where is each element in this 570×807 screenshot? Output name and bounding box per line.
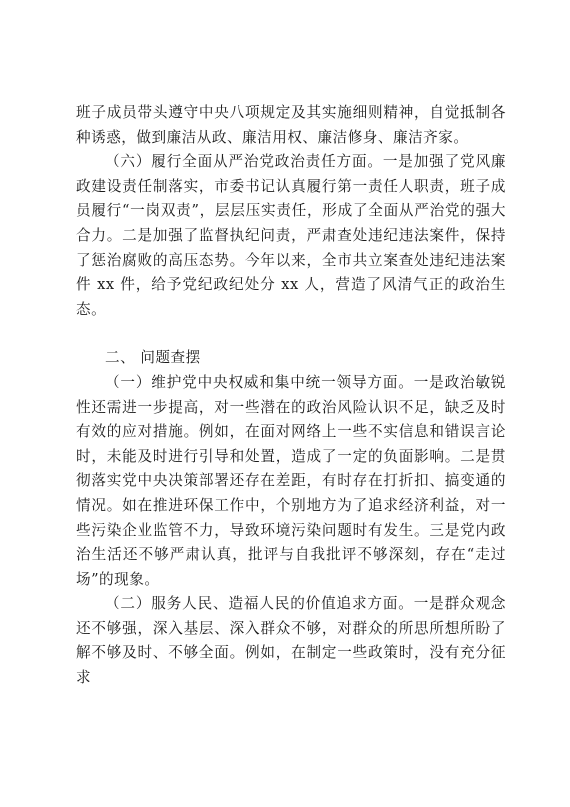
paragraph-3: （一）维护党中央权威和集中统一领导方面。一是政治敏锐性还需进一步提高，对一些潜在的政治风险认识不足，缺乏及时有效的应对措施。例如，在面对网络上一些不实信息和错误言论时，未能及时进行引导和处置，造成了一定的负面影响。二是贯彻落实党中央决策部署还存在差距，有时存在打折扣、搞变通的情况。如在推进环保工作中，个别地方为了追求经济利益，对一些污染企业监管不力，导致环境污染问题时有发生。三是党内政治生活还不够严肃认真，批评与自我批评不够深刻，存在“走过场”的现象。	[76, 373, 506, 588]
document-body	[76, 101, 506, 691]
paragraph-4: （二）服务人民、造福人民的价值追求方面。一是群众观念还不够强，深入基层、深入群众不够，对群众的所思所想所盼了解不够及时、不够全面。例如，在制定一些政策时，没有充分征求	[76, 595, 506, 687]
paragraph-2: （六）履行全面从严治党政治责任方面。一是加强了党风廉政建设责任制落实，市委书记认真履行第一责任人职责，班子成员履行“一岗双责”，层层压实责任，形成了全面从严治党的强大合力。二是加强了监督执纪问责，严肃查处违纪违法案件，保持了惩治腐败的高压态势。今年以来，全市共立案查处违纪违法案件 xx 件，给予党纪政纪处分 xx 人，营造了风清气正的政治生态。	[76, 153, 506, 318]
paragraph-1: 班子成员带头遵守中央八项规定及其实施细则精神，自觉抵制各种诱惑，做到廉洁从政、廉洁用权、廉洁修身、廉洁齐家。	[76, 104, 506, 146]
section-heading: 二、 问题查摆	[105, 349, 201, 367]
section-spacer	[76, 322, 506, 346]
